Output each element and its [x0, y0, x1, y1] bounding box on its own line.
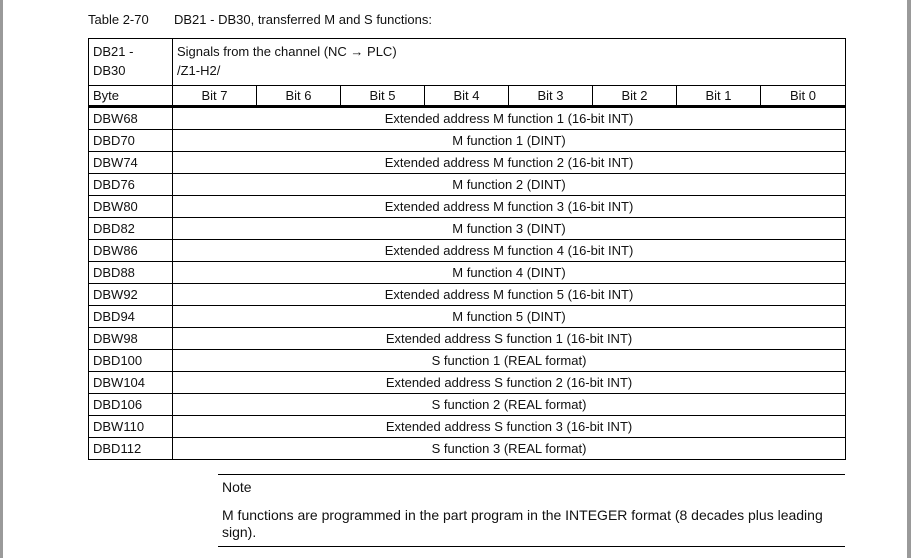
signal-direction: Signals from the channel (NC → PLC) — [177, 44, 397, 59]
note-top-rule — [218, 474, 845, 475]
table-row — [89, 350, 846, 372]
byte-column-header: Byte — [89, 86, 173, 107]
signal-name-cell: Extended address M function 3 (16-bit INT) — [173, 196, 846, 218]
bit-0-header: Bit 0 — [761, 86, 846, 107]
signal-name-cell: S function 1 (REAL format) — [173, 350, 846, 372]
byte-address-cell: DBD106 — [89, 394, 173, 416]
table-row — [89, 240, 846, 262]
byte-address-cell: DBD88 — [89, 262, 173, 284]
byte-address-cell: DBW110 — [89, 416, 173, 438]
note-title: Note — [222, 479, 252, 495]
byte-address-cell: DBD70 — [89, 130, 173, 152]
bit-4-header: Bit 4 — [425, 86, 509, 107]
byte-address-cell: DBD94 — [89, 306, 173, 328]
table-row — [89, 130, 846, 152]
table-row — [89, 262, 846, 284]
table-number: Table 2-70 — [88, 12, 149, 27]
byte-address-cell: DBD112 — [89, 438, 173, 460]
reference-code: /Z1-H2/ — [177, 63, 221, 78]
byte-address-cell: DBW92 — [89, 284, 173, 306]
table-row — [89, 416, 846, 438]
byte-address-cell: DBW74 — [89, 152, 173, 174]
signal-name-cell: M function 4 (DINT) — [173, 262, 846, 284]
signal-name-cell: Extended address S function 2 (16-bit INT) — [173, 372, 846, 394]
signal-description-cell — [173, 39, 846, 86]
db-range-cell — [89, 39, 173, 86]
bit-1-header: Bit 1 — [677, 86, 761, 107]
signal-name-cell: M function 3 (DINT) — [173, 218, 846, 240]
bit-5-header: Bit 5 — [341, 86, 425, 107]
right-window-edge — [907, 0, 911, 558]
table-row — [89, 196, 846, 218]
signal-name-cell: M function 5 (DINT) — [173, 306, 846, 328]
table-row — [89, 284, 846, 306]
signal-name-cell: S function 2 (REAL format) — [173, 394, 846, 416]
table-row — [89, 218, 846, 240]
db-range-line1: DB21 - — [93, 44, 134, 59]
table-row — [89, 438, 846, 460]
signal-name-cell: Extended address M function 5 (16-bit INT) — [173, 284, 846, 306]
table-caption — [88, 12, 432, 27]
signal-name-cell: M function 1 (DINT) — [173, 130, 846, 152]
byte-address-cell: DBD100 — [89, 350, 173, 372]
bit-2-header: Bit 2 — [593, 86, 677, 107]
byte-address-cell: DBW68 — [89, 107, 173, 130]
signal-name-cell: M function 2 (DINT) — [173, 174, 846, 196]
table-row — [89, 394, 846, 416]
table-row — [89, 152, 846, 174]
table-title: DB21 - DB30, transferred M and S functions: — [174, 12, 432, 27]
table-row — [89, 328, 846, 350]
signal-name-cell: Extended address S function 1 (16-bit INT) — [173, 328, 846, 350]
byte-address-cell: DBW80 — [89, 196, 173, 218]
table-row — [89, 107, 846, 130]
table-row — [89, 306, 846, 328]
table-header-row — [89, 39, 846, 86]
db-range-line2: DB30 — [93, 63, 126, 78]
byte-address-cell: DBW98 — [89, 328, 173, 350]
left-window-edge — [0, 0, 3, 558]
signal-name-cell: Extended address M function 2 (16-bit INT) — [173, 152, 846, 174]
table-row — [89, 174, 846, 196]
signal-name-cell: S function 3 (REAL format) — [173, 438, 846, 460]
byte-address-cell: DBD76 — [89, 174, 173, 196]
signal-name-cell: Extended address M function 1 (16-bit INT) — [173, 107, 846, 130]
byte-address-cell: DBW86 — [89, 240, 173, 262]
signal-name-cell: Extended address S function 3 (16-bit INT) — [173, 416, 846, 438]
bit-7-header: Bit 7 — [173, 86, 257, 107]
bit-6-header: Bit 6 — [257, 86, 341, 107]
db-signal-table — [88, 38, 846, 460]
signal-name-cell: Extended address M function 4 (16-bit INT) — [173, 240, 846, 262]
table-row — [89, 372, 846, 394]
bit-3-header: Bit 3 — [509, 86, 593, 107]
note-bottom-rule — [218, 546, 845, 547]
note-text: M functions are programmed in the part program in the INTEGER format (8 decades plus leading sign). — [222, 507, 823, 540]
byte-address-cell: DBW104 — [89, 372, 173, 394]
byte-address-cell: DBD82 — [89, 218, 173, 240]
bit-header-row — [89, 86, 846, 107]
